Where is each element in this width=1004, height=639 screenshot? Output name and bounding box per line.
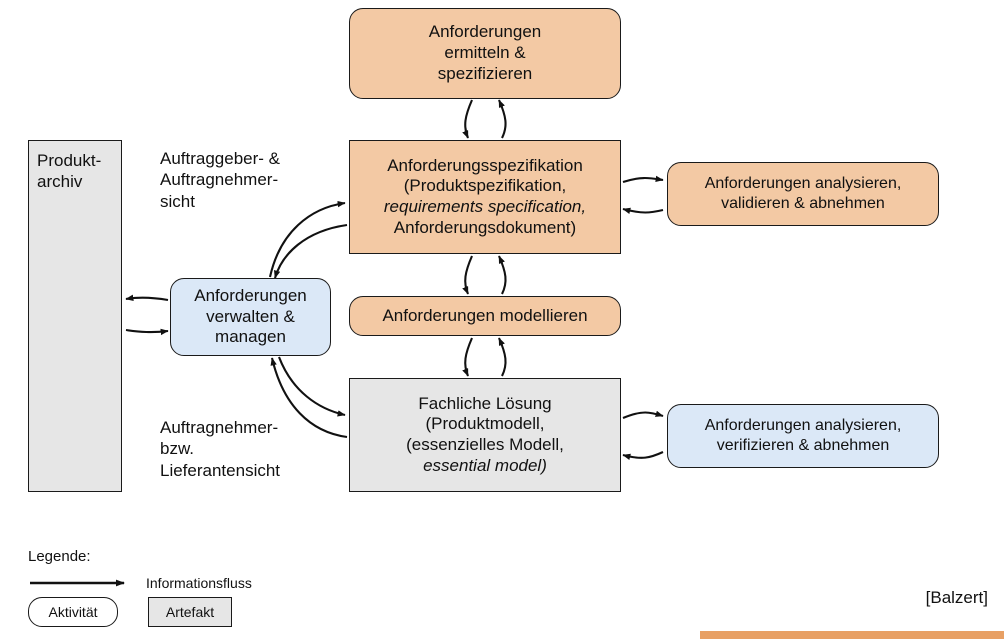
node-label: Anforderungen verwalten & managen [194,285,307,347]
legend-arrow-icon [28,576,146,590]
edge-verwalten-to-archiv [126,298,168,300]
edge-modellieren-to-loesung [465,338,472,376]
edge-spezifikation-to-validieren [623,178,663,182]
node-anforderungen-modellieren[interactable] [349,296,621,336]
legend-row-flow [28,575,448,591]
edge-validieren-to-spezifikation [623,209,663,213]
edge-loesung-to-verifizieren [623,413,663,419]
edge-spezifikation-to-ermitteln [499,100,506,138]
label-auftragnehmersicht: Auftragnehmer- bzw. Lieferantensicht [160,418,281,480]
node-label: Anforderungen ermitteln & spezifizieren [428,22,542,83]
legend-activity-chip [28,597,118,627]
legend-row-shapes [28,597,448,627]
legend-artefact-chip [148,597,232,627]
node-anforderungen-ermitteln[interactable] [349,8,621,99]
node-label: Produkt- archiv [37,151,102,191]
node-anforderungsspezifikation[interactable] [349,140,621,254]
legend [28,548,448,627]
edge-spezifikation-to-modellieren [465,256,472,294]
node-anforderungen-analysieren-verifizieren[interactable] [667,404,939,468]
edge-modellieren-to-spezifikation [499,256,506,294]
edge-verwalten-to-spezifikation [270,203,345,277]
source-credit: [Balzert] [925,588,988,607]
legend-flow-label: Informationsfluss [146,575,252,591]
node-anforderungen-verwalten-managen[interactable] [170,278,331,356]
edge-spezifikation-to-verwalten [275,225,347,278]
node-produktarchiv[interactable] [28,140,122,492]
edge-archiv-to-verwalten [126,330,168,332]
node-label: Anforderungen modellieren [382,305,588,325]
node-label: Anforderungsspezifikation (Produktspezifikation, requirements specification, Anforderungsdokument) [383,155,587,237]
node-label: Anforderungen analysieren, validieren & abnehmen [704,175,902,212]
node-label: Anforderungen analysieren, verifizieren & abnehmen [704,417,902,454]
legend-artefact-label: Artefakt [165,604,215,620]
edge-loesung-to-modellieren [499,338,506,376]
label-auftraggebersicht: Auftraggeber- & Auftragnehmer- sicht [160,149,281,211]
node-anforderungen-analysieren-validieren[interactable] [667,162,939,226]
node-fachliche-loesung[interactable] [349,378,621,492]
edge-verifizieren-to-loesung [623,452,663,458]
legend-activity-label: Aktivität [48,604,98,620]
bottom-accent-bar [700,631,1004,639]
node-label: Fachliche Lösung (Produktmodell, (essenzielles Modell, essential model) [406,393,564,475]
legend-title: Legende: [28,548,91,565]
edge-verwalten-to-loesung [279,357,345,415]
edge-ermitteln-to-spezifikation [465,100,472,138]
